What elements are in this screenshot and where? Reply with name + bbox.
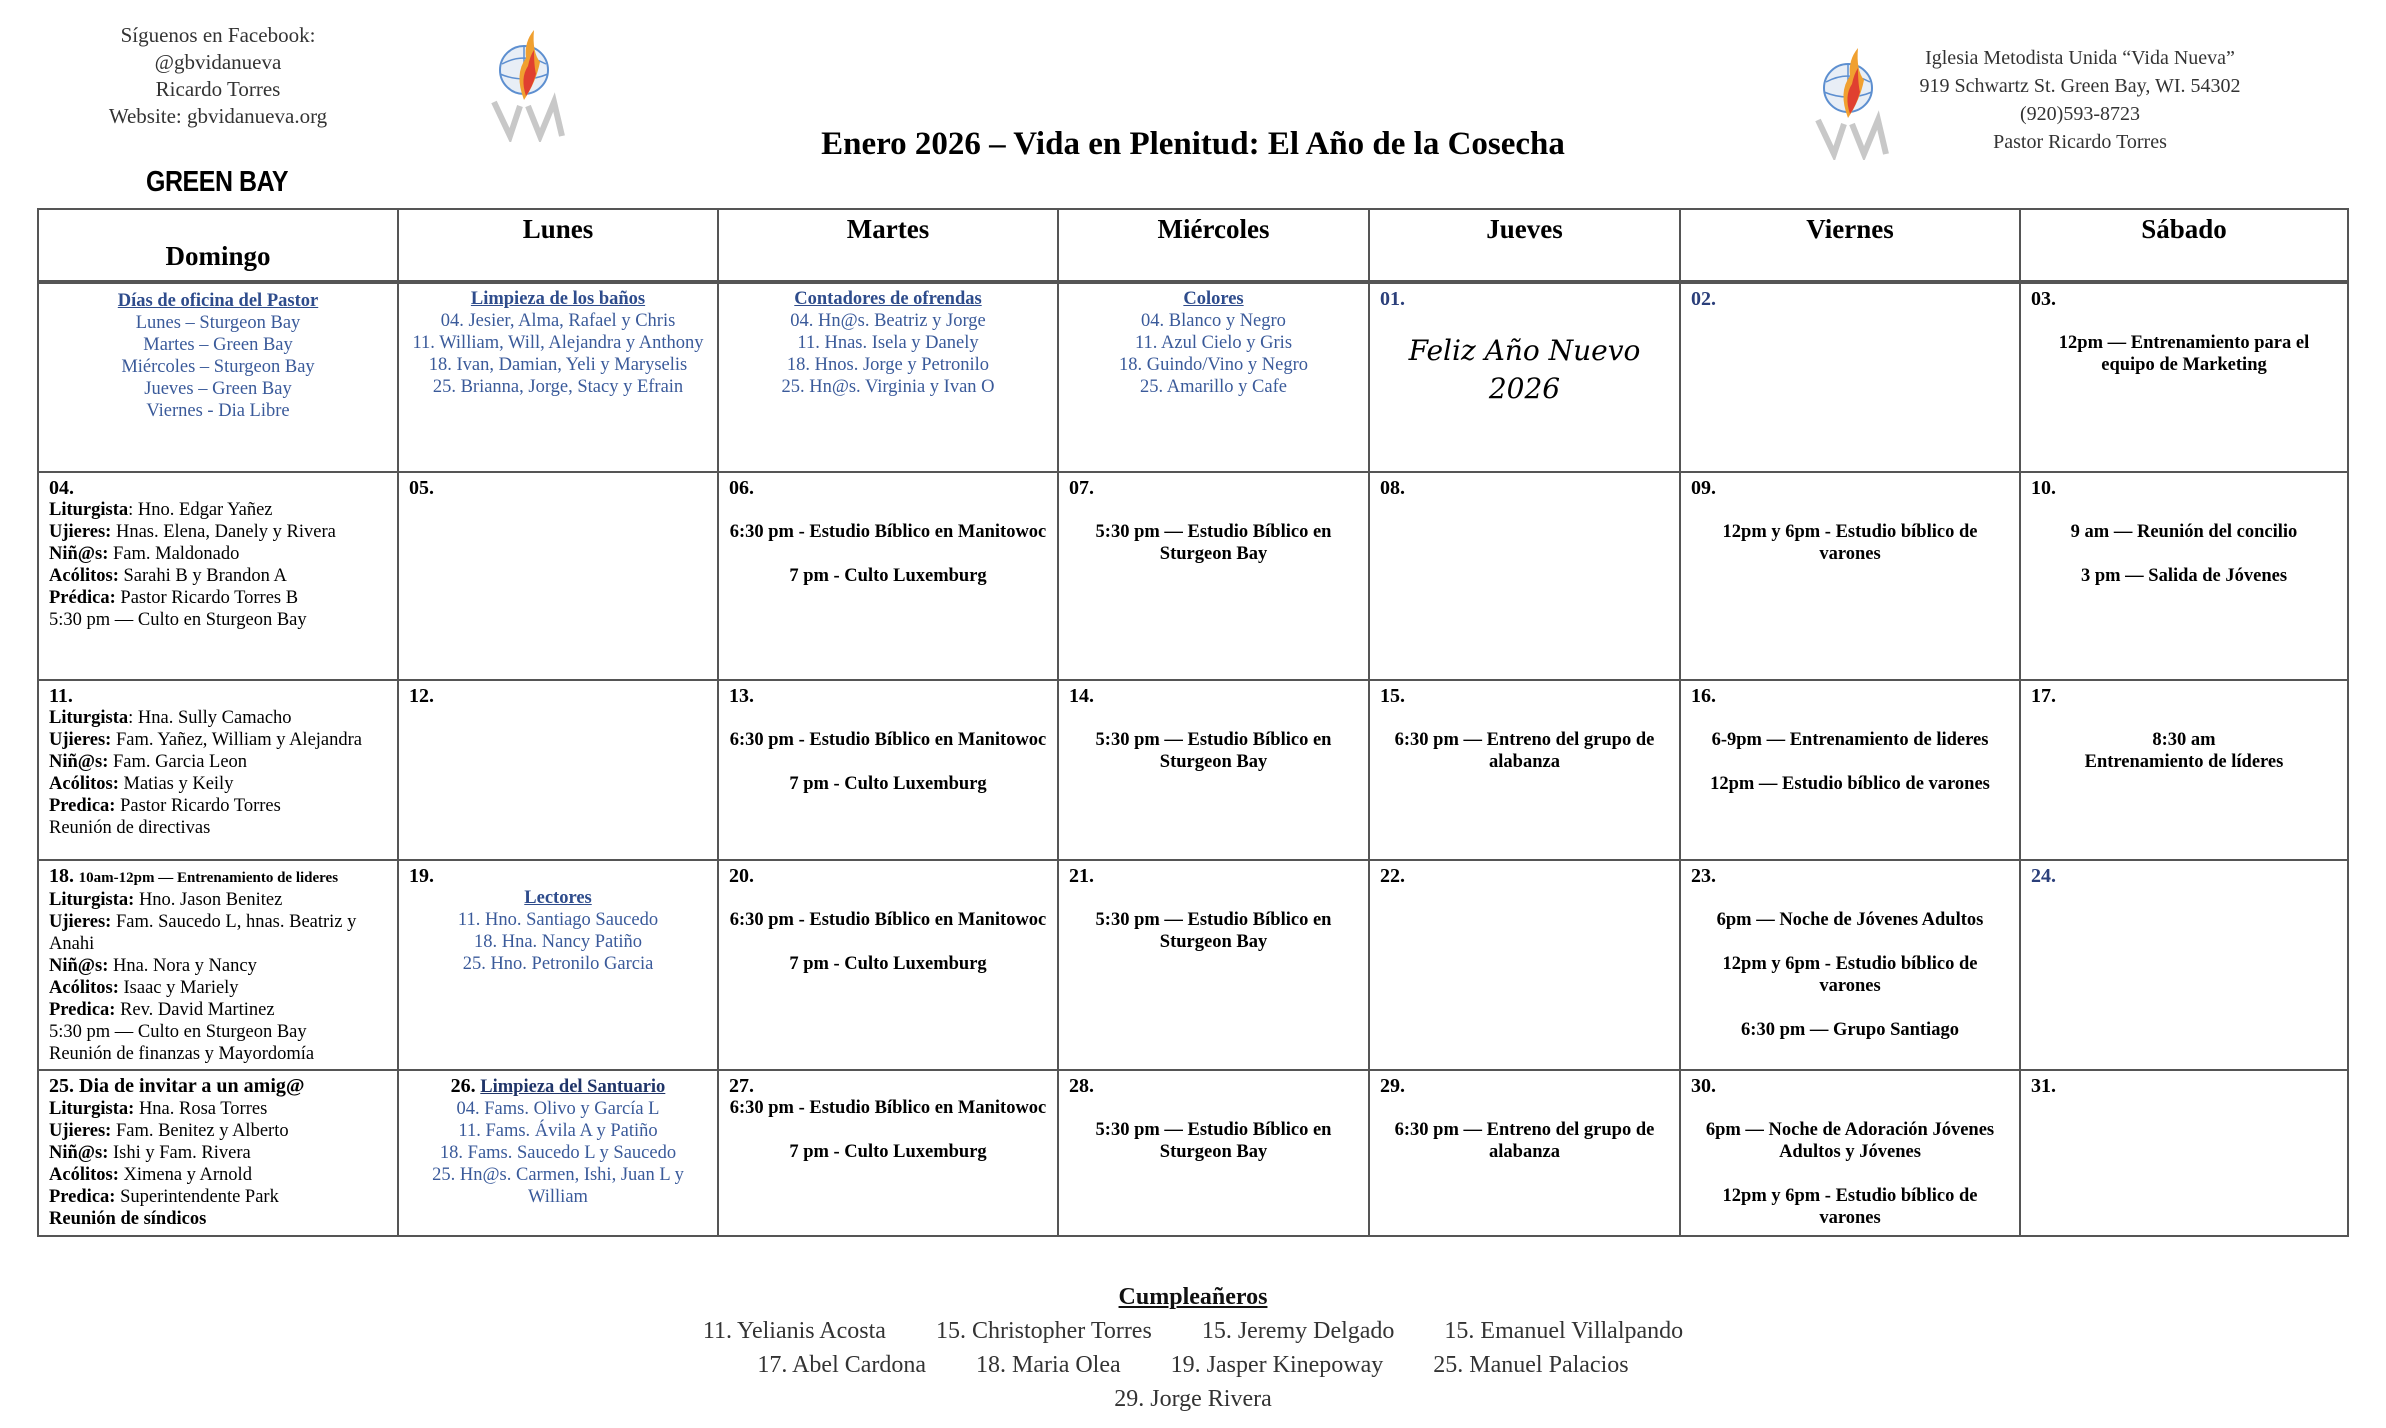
role-line bbox=[49, 1098, 387, 1120]
event-text: 12pm y 6pm - Estudio bíblico de varones bbox=[1722, 522, 1978, 564]
role-line bbox=[49, 795, 387, 817]
day-number: 26. bbox=[450, 1075, 476, 1097]
day-number: 07. bbox=[1069, 477, 1094, 499]
event-text: 6:30 pm - Estudio Bíblico en Manitowoc bbox=[729, 730, 1047, 750]
day-number: 17. bbox=[2031, 685, 2056, 707]
list-item: 04. Jesier, Alma, Rafael y Chris bbox=[440, 311, 676, 331]
event-text: Entrenamiento de líderes bbox=[2084, 752, 2284, 772]
list-item: 11. Hno. Santiago Saucedo bbox=[457, 910, 659, 930]
role-label: Liturgista bbox=[49, 500, 129, 520]
day-cell-08 bbox=[1369, 472, 1680, 680]
role-label: Ujieres: bbox=[49, 522, 112, 542]
role-label: Niñ@s: bbox=[49, 752, 109, 772]
list-item: 18. Fams. Saucedo L y Saucedo bbox=[439, 1143, 677, 1163]
day-cell-24 bbox=[2020, 860, 2348, 1070]
role-line bbox=[49, 1021, 387, 1043]
event-title: Dia de invitar a un amig@ bbox=[74, 1075, 305, 1097]
day-number: 13. bbox=[729, 685, 754, 707]
role-line bbox=[49, 817, 387, 839]
role-line bbox=[49, 565, 387, 587]
event-text: 5:30 pm — Culto en Sturgeon Bay bbox=[49, 610, 307, 630]
city-label: GREEN BAY bbox=[146, 166, 289, 198]
role-label: Prédica: bbox=[49, 588, 116, 608]
day-cell-17 bbox=[2020, 680, 2348, 860]
role-label: Acólitos: bbox=[49, 774, 119, 794]
list-item: 25. Hno. Petronilo Garcia bbox=[462, 954, 654, 974]
list-item: 11. Azul Cielo y Gris bbox=[1134, 333, 1293, 353]
role-value: Fam. Saucedo L, hnas. Beatriz y Anahi bbox=[49, 912, 357, 954]
event-text: 6-9pm — Entrenamiento de lideres bbox=[1711, 730, 1989, 750]
day-number: 04. bbox=[49, 477, 74, 499]
role-value: Pastor Ricardo Torres bbox=[115, 796, 281, 816]
role-label: Liturgista: bbox=[49, 890, 135, 910]
day-cell-18 bbox=[38, 860, 398, 1070]
day-number: 25. bbox=[49, 1075, 74, 1097]
weekday-header-row bbox=[38, 209, 2348, 282]
church-name: Iglesia Metodista Unida “Vida Nueva” bbox=[1925, 47, 2235, 69]
birthday-item: 25. Manuel Palacios bbox=[1433, 1352, 1629, 1378]
list-item: 25. Hn@s. Carmen, Ishi, Juan L y William bbox=[432, 1165, 684, 1207]
birthday-item: 18. Maria Olea bbox=[976, 1352, 1121, 1378]
day-number: 05. bbox=[409, 477, 434, 499]
globe-flame-logo-icon bbox=[484, 22, 574, 142]
event-text: 6:30 pm — Entreno del grupo de alabanza bbox=[1394, 730, 1655, 772]
day-number: 16. bbox=[1691, 685, 1716, 707]
day-number: 28. bbox=[1069, 1075, 1094, 1097]
sanctuary-cleaning-link[interactable]: Limpieza del Santuario bbox=[480, 1077, 666, 1097]
bathroom-cleaning-link[interactable]: Limpieza de los baños bbox=[470, 289, 646, 309]
role-label: Niñ@s: bbox=[49, 544, 109, 564]
day-cell-14 bbox=[1058, 680, 1369, 860]
list-item: 11. Fams. Ávila A y Patiño bbox=[458, 1121, 658, 1141]
day-cell-10 bbox=[2020, 472, 2348, 680]
role-label: Acólitos: bbox=[49, 1165, 119, 1185]
event-text: 5:30 pm — Estudio Bíblico en Sturgeon Bay bbox=[1095, 730, 1332, 772]
facebook-line-2: @gbvidanueva bbox=[154, 50, 282, 74]
role-line bbox=[49, 1164, 387, 1186]
weekday-thursday: Jueves bbox=[1369, 209, 1680, 282]
list-item: 04. Blanco y Negro bbox=[1141, 311, 1286, 331]
week-row-4 bbox=[38, 1070, 2348, 1236]
event-text: 5:30 pm — Estudio Bíblico en Sturgeon Bay bbox=[1095, 1120, 1332, 1162]
role-value: Pastor Ricardo Torres B bbox=[115, 588, 299, 608]
role-label: Ujieres: bbox=[49, 1121, 112, 1141]
role-label: Predica: bbox=[49, 796, 116, 816]
offering-counters-link[interactable]: Contadores de ofrendas bbox=[794, 289, 982, 309]
role-value: Hnas. Elena, Danely y Rivera bbox=[111, 522, 336, 542]
list-item: 04. Fams. Olivo y García L bbox=[456, 1099, 660, 1119]
event-text: 7 pm - Culto Luxemburg bbox=[789, 1142, 987, 1162]
event-text: 6pm — Noche de Adoración Jóvenes Adultos y Jóvenes bbox=[1705, 1120, 1995, 1162]
birthday-item: 15. Emanuel Villalpando bbox=[1444, 1318, 1684, 1344]
event-text: 12pm y 6pm - Estudio bíblico de varones bbox=[1722, 1186, 1978, 1228]
day-number: 19. bbox=[409, 865, 434, 887]
day-cell-09 bbox=[1680, 472, 2020, 680]
day-number: 12. bbox=[409, 685, 434, 707]
list-item: 18. Ivan, Damian, Yeli y Maryselis bbox=[428, 355, 688, 375]
role-value: Fam. Maldonado bbox=[108, 544, 240, 564]
role-label: Ujieres: bbox=[49, 730, 112, 750]
role-value: Rev. David Martinez bbox=[115, 1000, 275, 1020]
event-text: Reunión de directivas bbox=[49, 818, 211, 838]
event-text: 9 am — Reunión del concilio bbox=[2070, 522, 2298, 542]
day-cell-23 bbox=[1680, 860, 2020, 1070]
colors-link[interactable]: Colores bbox=[1183, 289, 1244, 309]
church-address: 919 Schwartz St. Green Bay, WI. 54302 bbox=[1919, 75, 2241, 97]
weekday-friday: Viernes bbox=[1680, 209, 2020, 282]
list-item: 18. Guindo/Vino y Negro bbox=[1118, 355, 1308, 375]
birthdays-section bbox=[0, 1280, 2386, 1416]
facebook-info bbox=[88, 22, 348, 130]
weekday-sunday: Domingo bbox=[38, 209, 398, 282]
role-line bbox=[49, 889, 387, 911]
day-number: 31. bbox=[2031, 1075, 2056, 1097]
role-line bbox=[49, 729, 387, 751]
role-value: : Hno. Edgar Yañez bbox=[128, 500, 273, 520]
role-value: Ximena y Arnold bbox=[118, 1165, 252, 1185]
day-number: 08. bbox=[1380, 477, 1405, 499]
role-value: Hno. Jason Benitez bbox=[134, 890, 283, 910]
list-item: Martes – Green Bay bbox=[143, 335, 293, 355]
day-cell-03 bbox=[2020, 282, 2348, 472]
role-line bbox=[49, 609, 387, 631]
birthdays-row bbox=[0, 1314, 2386, 1348]
role-line bbox=[49, 499, 387, 521]
event-text: 7 pm - Culto Luxemburg bbox=[789, 954, 987, 974]
church-logo-left bbox=[484, 22, 574, 142]
day-cell-20 bbox=[718, 860, 1058, 1070]
day-cell-01 bbox=[1369, 282, 1680, 472]
list-item: 04. Hn@s. Beatriz y Jorge bbox=[790, 311, 986, 331]
weekday-wednesday: Miércoles bbox=[1058, 209, 1369, 282]
day-cell-22 bbox=[1369, 860, 1680, 1070]
day-cell-27 bbox=[718, 1070, 1058, 1236]
day-cell-19 bbox=[398, 860, 718, 1070]
list-item: 25. Amarillo y Cafe bbox=[1140, 377, 1287, 397]
church-phone: (920)593-8723 bbox=[2020, 103, 2140, 125]
role-value: Fam. Garcia Leon bbox=[108, 752, 248, 772]
day-cell-16 bbox=[1680, 680, 2020, 860]
weekday-monday: Lunes bbox=[398, 209, 718, 282]
day-cell-13 bbox=[718, 680, 1058, 860]
offering-counters-cell bbox=[718, 282, 1058, 472]
role-value: Fam. Benitez y Alberto bbox=[111, 1121, 289, 1141]
event-text: 6:30 pm - Estudio Bíblico en Manitowoc bbox=[729, 1098, 1047, 1118]
list-item: Jueves – Green Bay bbox=[144, 379, 292, 399]
event-text: 6:30 pm - Estudio Bíblico en Manitowoc bbox=[729, 522, 1047, 542]
role-value: Isaac y Mariely bbox=[118, 978, 239, 998]
day-number: 29. bbox=[1380, 1075, 1405, 1097]
day-cell-26 bbox=[398, 1070, 718, 1236]
list-item: 18. Hnos. Jorge y Petronilo bbox=[786, 355, 990, 375]
day-cell-04 bbox=[38, 472, 398, 680]
role-line bbox=[49, 1186, 387, 1208]
week-row-2 bbox=[38, 680, 2348, 860]
role-line bbox=[49, 911, 387, 955]
role-value: Hna. Rosa Torres bbox=[134, 1099, 268, 1119]
list-item: Lunes – Sturgeon Bay bbox=[135, 313, 301, 333]
birthday-item: 11. Yelianis Acosta bbox=[702, 1318, 886, 1344]
day-cell-06 bbox=[718, 472, 1058, 680]
day-number: 14. bbox=[1069, 685, 1094, 707]
role-label: Liturgista bbox=[49, 708, 129, 728]
role-line bbox=[49, 999, 387, 1021]
list-item: 11. Hnas. Isela y Danely bbox=[797, 333, 979, 353]
event-text: 7 pm - Culto Luxemburg bbox=[789, 566, 987, 586]
facebook-line-3: Ricardo Torres bbox=[155, 77, 281, 101]
pastor-office-days-cell bbox=[38, 282, 398, 472]
day-number: 09. bbox=[1691, 477, 1716, 499]
role-label: Liturgista: bbox=[49, 1099, 135, 1119]
birthdays-row bbox=[0, 1348, 2386, 1382]
role-line bbox=[49, 751, 387, 773]
event-text: 6:30 pm - Estudio Bíblico en Manitowoc bbox=[729, 910, 1047, 930]
role-value: Matias y Keily bbox=[118, 774, 234, 794]
day-number: 10. bbox=[2031, 477, 2056, 499]
pastor-office-days-link[interactable]: Días de oficina del Pastor bbox=[117, 291, 319, 311]
week-row-1 bbox=[38, 472, 2348, 680]
greeting-line: Feliz Año Nuevo bbox=[1408, 334, 1641, 367]
day-number: 30. bbox=[1691, 1075, 1716, 1097]
day-cell-15 bbox=[1369, 680, 1680, 860]
day-number: 02. bbox=[1691, 288, 1716, 310]
day-cell-30 bbox=[1680, 1070, 2020, 1236]
week-row-0 bbox=[38, 282, 2348, 472]
event-text: 7 pm - Culto Luxemburg bbox=[789, 774, 987, 794]
day-number: 06. bbox=[729, 477, 754, 499]
day-number: 21. bbox=[1069, 865, 1094, 887]
event-text: 5:30 pm — Estudio Bíblico en Sturgeon Bay bbox=[1095, 910, 1332, 952]
event-text: 6:30 pm — Entreno del grupo de alabanza bbox=[1394, 1120, 1655, 1162]
birthdays-title: Cumpleañeros bbox=[1118, 1284, 1268, 1310]
event-text: 12pm — Estudio bíblico de varones bbox=[1710, 774, 1990, 794]
list-item: 11. William, Will, Alejandra y Anthony bbox=[412, 333, 704, 353]
weekday-saturday: Sábado bbox=[2020, 209, 2348, 282]
new-year-greeting bbox=[1380, 332, 1669, 408]
calendar-table bbox=[37, 208, 2349, 1237]
readers-link[interactable]: Lectores bbox=[524, 888, 592, 908]
role-label: Predica: bbox=[49, 1187, 116, 1207]
day-number: 20. bbox=[729, 865, 754, 887]
day-number: 22. bbox=[1380, 865, 1405, 887]
role-label: Acólitos: bbox=[49, 978, 119, 998]
role-line bbox=[49, 521, 387, 543]
bathroom-cleaning-cell bbox=[398, 282, 718, 472]
day-number: 18. bbox=[49, 865, 74, 887]
weekday-tuesday: Martes bbox=[718, 209, 1058, 282]
role-value: Sarahi B y Brandon A bbox=[118, 566, 287, 586]
event-text: 12pm y 6pm - Estudio bíblico de varones bbox=[1722, 954, 1978, 996]
role-label: Niñ@s: bbox=[49, 956, 109, 976]
day-cell-05 bbox=[398, 472, 718, 680]
week-row-3 bbox=[38, 860, 2348, 1070]
day-cell-25 bbox=[38, 1070, 398, 1236]
role-label: Niñ@s: bbox=[49, 1143, 109, 1163]
role-line bbox=[49, 1142, 387, 1164]
day-cell-02 bbox=[1680, 282, 2020, 472]
birthday-item: 17. Abel Cardona bbox=[757, 1352, 927, 1378]
role-value: Hna. Nora y Nancy bbox=[108, 956, 257, 976]
day-cell-31 bbox=[2020, 1070, 2348, 1236]
list-item: 25. Brianna, Jorge, Stacy y Efrain bbox=[432, 377, 684, 397]
colors-cell bbox=[1058, 282, 1369, 472]
role-label: Reunión de síndicos bbox=[49, 1209, 207, 1229]
role-value: Superintendente Park bbox=[115, 1187, 279, 1207]
list-item: 25. Hn@s. Virginia y Ivan O bbox=[781, 377, 995, 397]
role-label: Acólitos: bbox=[49, 566, 119, 586]
page-title: Enero 2026 – Vida en Plenitud: El Año de la Cosecha bbox=[821, 126, 1565, 162]
role-label: Ujieres: bbox=[49, 912, 112, 932]
day-number: 01. bbox=[1380, 288, 1405, 310]
day-cell-28 bbox=[1058, 1070, 1369, 1236]
role-value: : Hna. Sully Camacho bbox=[128, 708, 292, 728]
event-text: 6pm — Noche de Jóvenes Adultos bbox=[1716, 910, 1984, 930]
day-cell-12 bbox=[398, 680, 718, 860]
role-line bbox=[49, 955, 387, 977]
day-number: 23. bbox=[1691, 865, 1716, 887]
pastor-name: Pastor Ricardo Torres bbox=[1993, 131, 2167, 153]
day-number: 15. bbox=[1380, 685, 1405, 707]
day-cell-21 bbox=[1058, 860, 1369, 1070]
day-cell-07 bbox=[1058, 472, 1369, 680]
day-cell-11 bbox=[38, 680, 398, 860]
event-text: 6:30 pm — Grupo Santiago bbox=[1741, 1020, 1959, 1040]
greeting-year: 2026 bbox=[1488, 372, 1561, 405]
birthday-item: 15. Christopher Torres bbox=[935, 1318, 1152, 1344]
day-cell-29 bbox=[1369, 1070, 1680, 1236]
event-text: 12pm — Entrenamiento para el equipo de Marketing bbox=[2058, 333, 2310, 375]
day-number: 27. bbox=[729, 1075, 754, 1097]
event-text: 3 pm — Salida de Jóvenes bbox=[2080, 566, 2288, 586]
day-number: 03. bbox=[2031, 288, 2056, 310]
event-text: 10am-12pm — Entrenamiento de lideres bbox=[78, 870, 339, 886]
list-item: Viernes - Dia Libre bbox=[146, 401, 290, 421]
list-item: 18. Hna. Nancy Patiño bbox=[473, 932, 642, 952]
website-line: Website: gbvidanueva.org bbox=[108, 104, 328, 128]
list-item: Miércoles – Sturgeon Bay bbox=[121, 357, 315, 377]
role-line bbox=[49, 587, 387, 609]
role-label: Predica: bbox=[49, 1000, 116, 1020]
event-text: 5:30 pm — Estudio Bíblico en Sturgeon Bay bbox=[1095, 522, 1332, 564]
day-number: 24. bbox=[2031, 865, 2056, 887]
role-line bbox=[49, 1043, 387, 1065]
facebook-line-1: Síguenos en Facebook: bbox=[120, 23, 316, 47]
day-number: 11. bbox=[49, 685, 73, 707]
birthday-item: 15. Jeremy Delgado bbox=[1201, 1318, 1395, 1344]
event-text: 5:30 pm — Culto en Sturgeon Bay bbox=[49, 1022, 307, 1042]
role-line bbox=[49, 977, 387, 999]
birthday-item: 19. Jasper Kinepoway bbox=[1170, 1352, 1384, 1378]
role-value: Ishi y Fam. Rivera bbox=[108, 1143, 251, 1163]
role-line bbox=[49, 1120, 387, 1142]
role-line bbox=[49, 707, 387, 729]
role-line bbox=[49, 773, 387, 795]
role-line bbox=[49, 543, 387, 565]
birthdays-row bbox=[0, 1382, 2386, 1416]
event-text: 8:30 am bbox=[2152, 730, 2216, 750]
role-line bbox=[49, 1208, 387, 1230]
event-text: Reunión de finanzas y Mayordomía bbox=[49, 1044, 315, 1064]
role-value: Fam. Yañez, William y Alejandra bbox=[111, 730, 363, 750]
birthday-item: 29. Jorge Rivera bbox=[1114, 1386, 1272, 1412]
